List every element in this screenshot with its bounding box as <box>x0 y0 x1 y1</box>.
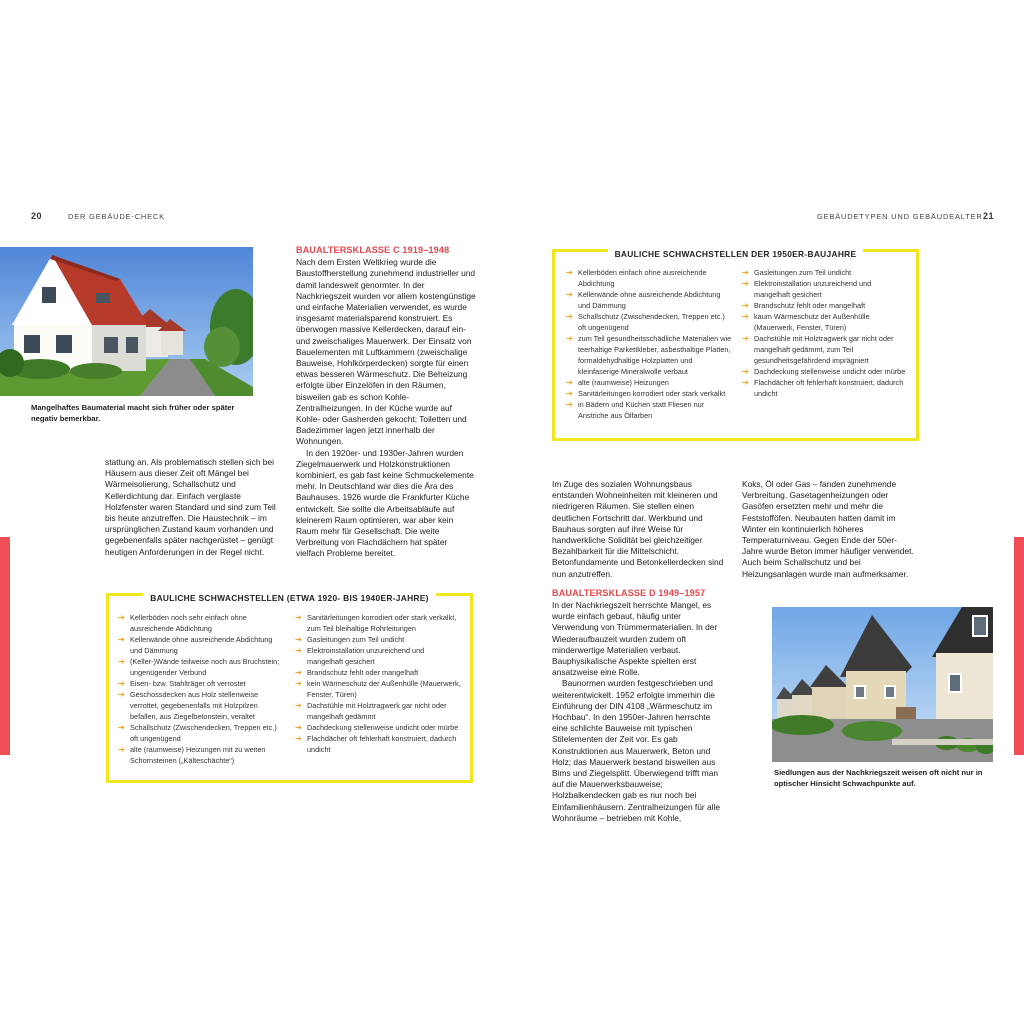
arrow-right-icon: ➔ <box>295 679 302 688</box>
arrow-right-icon: ➔ <box>118 679 125 688</box>
list-item-text: Sanitärleitungen korrodiert oder stark verkalkt, zum Teil bleihaltige Rohrleitungen <box>307 613 457 633</box>
arrow-right-icon: ➔ <box>118 690 125 699</box>
arrow-right-icon: ➔ <box>295 723 302 732</box>
box-1920-columns <box>118 612 462 766</box>
arrow-right-icon: ➔ <box>118 723 125 732</box>
list-item-text: Eisen- bzw. Stahlträger oft verrostet <box>130 679 246 688</box>
list-item-text: Elektroinstallation unzureichend und mangelhaft gesichert <box>307 646 425 666</box>
list-item <box>742 366 908 377</box>
arrow-right-icon: ➔ <box>118 657 125 666</box>
list-item-text: kein Wärmeschutz der Außenhülle (Mauerwerk, Fenster, Türen) <box>307 679 461 699</box>
list-item <box>742 333 908 366</box>
photo-caption-left: Mangelhaftes Baumaterial macht sich früher oder später negativ bemerkbar. <box>31 403 235 423</box>
page-number-left: 20 <box>31 211 43 221</box>
box-1920-title-wrap <box>109 588 470 606</box>
list-item <box>118 678 285 689</box>
right-column1-intro: Im Zuge des sozialen Wohnungsbaus entstanden Wohneinheiten mit kleineren und niedrigeren Räumen. Sie stellen einen deutlichen Fortschritt dar. Werkbund und Bauhaus sorgten auf ihre Weise für handwerkliche Solidität bei gleichzeitiger Bezahlbarkeit für die Mittelschicht. Betonfundamente und Betonkellerdecken sind nun anzutreffen. <box>552 479 724 579</box>
arrow-right-icon: ➔ <box>566 312 573 321</box>
list-item-text: Kellerböden einfach ohne ausreichende Abdichtung <box>578 268 707 288</box>
section-c-heading: BAUALTERSKLASSE C 1919–1948 <box>296 245 450 255</box>
photo-caption-right: Siedlungen aus der Nachkriegszeit weisen oft nicht nur in optischer Hinsicht Schwachpunkte auf. <box>774 768 983 788</box>
list-item <box>295 678 462 700</box>
right-column1-text <box>552 479 728 824</box>
list-item-text: Kellerwände ohne ausreichende Abdichtung und Dämmung <box>578 290 721 310</box>
section-c-paragraph-2: In den 1920er- und 1930er-Jahren wurden Ziegelmauerwerk und Holzkonstruktionen kombiniert, es gab fast keine Schmuckelemente mehr. In Deutschland war dies die Ära des Bauhauses. 1926 wurde die Frankfurter Küche entwickelt. Sie sollte die Arbeitsabläufe auf kleinerem Raum optimieren, war aber kein Raum mehr für Gesellschaft. Die weite Verbreitung von Flachdächern hat später vielfach Probleme bereitet. <box>296 447 474 559</box>
arrow-right-icon: ➔ <box>118 745 125 754</box>
list-item-text: zum Teil gesundheitsschädliche Materialien wie teerhaltige Parkettkleber, asbesthaltige Platten, formaldehydhaltige Holzplatten und kleinfaserige Mineralwolle verbaut <box>578 334 732 376</box>
left-column1-text <box>105 457 281 558</box>
running-head-left: DER GEBÄUDE-CHECK <box>68 212 165 221</box>
list-item <box>118 612 285 634</box>
list-item-text: Flachdächer oft fehlerhaft konstruiert, dadurch undicht <box>754 378 904 398</box>
section-baualtersklasse-c <box>296 245 476 560</box>
list-item-text: Dachstühle mit Holztragwerk gar nicht oder mangelhaft gedämmt <box>307 701 447 721</box>
list-item <box>742 311 908 333</box>
arrow-right-icon: ➔ <box>566 334 573 343</box>
list-item <box>566 399 732 421</box>
list-item-text: Elektroinstallation unzureichend und mangelhaft gesichert <box>754 279 872 299</box>
arrow-right-icon: ➔ <box>742 312 749 321</box>
list-item <box>295 634 462 645</box>
box-weak-points-1950s <box>552 249 919 441</box>
list-item <box>295 612 462 634</box>
arrow-right-icon: ➔ <box>566 400 573 409</box>
list-item <box>566 377 732 388</box>
page-number-right: 21 <box>983 211 995 221</box>
box-weak-points-1920-1940 <box>106 593 473 783</box>
list-item <box>566 289 732 311</box>
list-item <box>118 656 285 678</box>
arrow-right-icon: ➔ <box>118 613 125 622</box>
list-item-text: Brandschutz fehlt oder mangelhaft <box>307 668 419 677</box>
list-item <box>118 689 285 722</box>
box-1920-title: BAULICHE SCHWACHSTELLEN (ETWA 1920- BIS 1940ER-JAHRE) <box>143 593 436 603</box>
section-d-paragraph-2: Baunormen wurden festgeschrieben und weiterentwickelt. 1952 erfolgte immerhin die Einführung der DIN 4108 „Wärmeschutz im Hochbau“. In den 1950er-Jahren herrschte eine schlichte Bauweise mit typischen Stilelementen der Zeit vor. Es gab Konstruktionen aus Mauerwerk, Beton und Holz; das Mauerwerk bestand bisweilen aus Bims und Ziegelsplitt. Überwiegend trifft man auf die Mauerwerksbauweise; Holzbalkendecken gab es nur noch bei Einfamilienhäusern. Zentralheizungen für alle Wohnräume – betrieben mit Kohle, <box>552 678 721 823</box>
arrow-right-icon: ➔ <box>295 646 302 655</box>
list-item <box>742 278 908 300</box>
list-item <box>742 300 908 311</box>
right-edge-accent-bar <box>1014 537 1024 755</box>
arrow-right-icon: ➔ <box>742 268 749 277</box>
box-1950-left-list <box>566 267 732 421</box>
left-edge-accent-bar <box>0 537 10 755</box>
list-item-text: in Bädern und Küchen statt Fliesen nur Anstriche aus Ölfarben <box>578 400 705 420</box>
list-item <box>295 700 462 722</box>
arrow-right-icon: ➔ <box>118 635 125 644</box>
list-item-text: Dachstühle mit Holztragwerk gar nicht oder mangelhaft gedämmt, zum Teil gesundheitsgefährdend imprägniert <box>754 334 894 365</box>
arrow-right-icon: ➔ <box>742 301 749 310</box>
arrow-right-icon: ➔ <box>295 635 302 644</box>
list-item-text: alte (raumweise) Heizungen <box>578 378 669 387</box>
right-column2-paragraph: Koks, Öl oder Gas – fanden zunehmende Verbreitung. Gasetagenheizungen oder Gasöfen ersetzten mehr und mehr die Feststofföfen. Neubauten hatten damit im Winter ein kontinuierlich höheres Temperaturniveau. Gegen Ende der 50er-Jahre wurde Beton immer häufiger verwendet. Auch beim Schallschutz und bei Heizungsanlagen wurde man aufmerksamer. <box>742 479 914 579</box>
list-item-text: alte (raumweise) Heizungen mit zu weiten Schornsteinen („Kälteschächte“) <box>130 745 266 765</box>
box-1920-left-list <box>118 612 285 766</box>
arrow-right-icon: ➔ <box>566 290 573 299</box>
list-item <box>742 267 908 278</box>
list-item <box>566 311 732 333</box>
photo-single-family-house <box>0 247 253 396</box>
list-item-text: Flachdächer oft fehlerhaft konstruiert, dadurch undicht <box>307 734 457 754</box>
list-item-text: Schallschutz (Zwischendecken, Treppen etc.) oft ungenügend <box>130 723 277 743</box>
list-item <box>295 733 462 755</box>
left-column1-paragraph: stattung an. Als problematisch stellen sich bei Häusern aus dieser Zeit oft Mängel bei Wärmeisolierung, Schallschutz und Kellerdichtung dar. Einfach verglaste Holzfenster waren Standard und sind zum Teil bis heute anzutreffen. Die Haustechnik – im ursprünglichen Zustand kaum vorhanden und gegebenenfalls später nachgerüstet – genügt heutigen Anforderungen in der Regel nicht. <box>105 457 276 557</box>
right-column2-text <box>742 479 914 580</box>
arrow-right-icon: ➔ <box>742 334 749 343</box>
running-head-right: GEBÄUDETYPEN UND GEBÄUDEALTER <box>817 212 983 221</box>
box-1920-right-list <box>295 612 462 766</box>
list-item <box>566 388 732 399</box>
arrow-right-icon: ➔ <box>742 378 749 387</box>
list-item-text: Kellerböden noch sehr einfach ohne ausreichende Abdichtung <box>130 613 247 633</box>
list-item-text: Dachdeckung stellenweise undicht oder mürbe <box>307 723 459 732</box>
arrow-right-icon: ➔ <box>295 734 302 743</box>
list-item-text: Gasleitungen zum Teil undicht <box>754 268 852 277</box>
box-1950-title: BAULICHE SCHWACHSTELLEN DER 1950ER-BAUJAHRE <box>608 249 864 259</box>
list-item-text: Dachdeckung stellenweise undicht oder mürbe <box>754 367 906 376</box>
list-item-text: (Keller-)Wände teilweise noch aus Bruchstein; ungenügender Verbund <box>130 657 280 677</box>
list-item-text: Kellerwände ohne ausreichende Abdichtung und Dämmung <box>130 635 273 655</box>
arrow-right-icon: ➔ <box>742 367 749 376</box>
section-c-paragraph-1: Nach dem Ersten Weltkrieg wurde die Baustoffherstellung zunehmend industrieller und damit landesweit genormter. In der Nachkriegszeit wurden vor allem kostengünstige und einfache Materialien verwendet, es wurde insgesamt materialsparend konstruiert. Es überwogen massive Kellerdecken, darauf ein- und zweischaliges Mauerwerk. Der Einsatz von Bauelementen mit Luftkammern (zweischalige Bauweise, Hohlkörperdecken) sorgte für einen etwas besseren Wärmeschutz. Die Beheizung erfolgte über Einzelöfen in den Räumen, bisweilen gab es schon Kohle-Zentralheizungen. In der Küche wurde auf Kohle- oder Gasherden gekocht; Toiletten und Badezimmer lagen jetzt innerhalb der Wohnungen. <box>296 257 476 447</box>
list-item <box>295 722 462 733</box>
box-1950-title-wrap <box>555 244 916 262</box>
list-item <box>118 634 285 656</box>
arrow-right-icon: ➔ <box>566 268 573 277</box>
list-item <box>295 667 462 678</box>
box-1950-columns <box>566 267 908 421</box>
list-item <box>295 645 462 667</box>
list-item <box>566 267 732 289</box>
list-item <box>742 377 908 399</box>
list-item <box>118 722 285 744</box>
photo-postwar-housing <box>772 607 993 762</box>
box-1950-right-list <box>742 267 908 421</box>
arrow-right-icon: ➔ <box>742 279 749 288</box>
arrow-right-icon: ➔ <box>566 389 573 398</box>
list-item-text: kaum Wärmeschutz der Außenhülle (Mauerwerk, Fenster, Türen) <box>754 312 870 332</box>
list-item <box>118 744 285 766</box>
arrow-right-icon: ➔ <box>295 668 302 677</box>
section-d-heading: BAUALTERSKLASSE D 1949–1957 <box>552 587 706 598</box>
list-item-text: Geschossdecken aus Holz stellenweise verrottet, gegebenenfalls mit Holzpilzen befallen, aus Ziegelbetonstein, veraltet <box>130 690 259 721</box>
list-item <box>566 333 732 377</box>
list-item-text: Sanitärleitungen korrodiert oder stark verkalkt <box>578 389 726 398</box>
arrow-right-icon: ➔ <box>566 378 573 387</box>
list-item-text: Brandschutz fehlt oder mangelhaft <box>754 301 866 310</box>
list-item-text: Schallschutz (Zwischendecken, Treppen etc.) oft ungenügend <box>578 312 725 332</box>
section-d-paragraph-1: In der Nachkriegszeit herrschte Mangel, es wurde einfach gebaut, häufig unter Verwendung von Trümmermaterialien. In der Wiederaufbauzeit wurden zudem oft minderwertige Materialien verbaut. Bauphysikalische Aspekte spielten erst ansatzweise eine Rolle. <box>552 600 718 678</box>
list-item-text: Gasleitungen zum Teil undicht <box>307 635 405 644</box>
arrow-right-icon: ➔ <box>295 613 302 622</box>
arrow-right-icon: ➔ <box>295 701 302 710</box>
